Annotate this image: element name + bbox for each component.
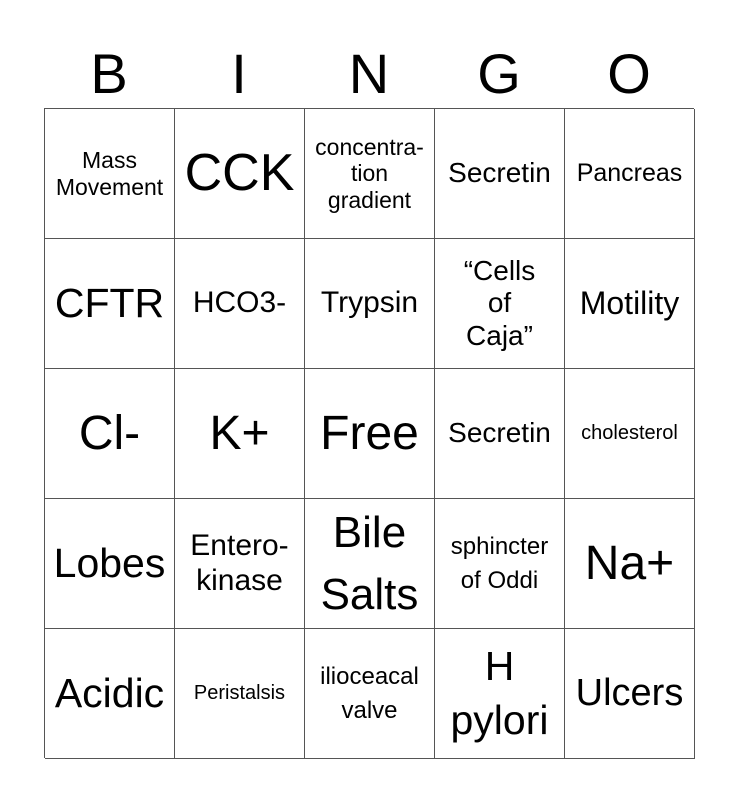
bingo-cell[interactable]: Lobes — [45, 499, 175, 629]
bingo-cell[interactable]: sphincter of Oddi — [435, 499, 565, 629]
bingo-cell[interactable]: Ulcers — [565, 629, 695, 759]
bingo-cell[interactable]: Acidic — [45, 629, 175, 759]
bingo-cell[interactable]: Secretin — [435, 109, 565, 239]
header-letter-o: O — [607, 42, 651, 105]
bingo-cell[interactable]: HCO3- — [175, 239, 305, 369]
bingo-cell[interactable]: Cl- — [45, 369, 175, 499]
bingo-cell[interactable]: Entero- kinase — [175, 499, 305, 629]
bingo-cell[interactable]: Mass Movement — [45, 109, 175, 239]
bingo-cell[interactable]: H pylori — [435, 629, 565, 759]
header-letter-i: I — [231, 42, 247, 105]
bingo-cell[interactable]: Secretin — [435, 369, 565, 499]
header-letter-b: B — [90, 42, 128, 105]
bingo-cell[interactable]: Na+ — [565, 499, 695, 629]
bingo-header — [44, 40, 694, 108]
bingo-cell[interactable]: CCK — [175, 109, 305, 239]
bingo-cell[interactable]: cholesterol — [565, 369, 695, 499]
bingo-cell[interactable]: Bile Salts — [305, 499, 435, 629]
bingo-cell[interactable]: Peristalsis — [175, 629, 305, 759]
bingo-cell[interactable]: ilioceacal valve — [305, 629, 435, 759]
bingo-cell[interactable]: “Cells of Caja” — [435, 239, 565, 369]
bingo-cell[interactable]: concentra- tion gradient — [305, 109, 435, 239]
bingo-cell[interactable]: Pancreas — [565, 109, 695, 239]
bingo-cell[interactable]: K+ — [175, 369, 305, 499]
bingo-cell[interactable]: Trypsin — [305, 239, 435, 369]
header-letter-g: G — [477, 42, 521, 105]
bingo-cell[interactable]: CFTR — [45, 239, 175, 369]
bingo-cell[interactable]: Motility — [565, 239, 695, 369]
header-letter-n: N — [348, 42, 390, 105]
bingo-cell[interactable]: Free — [305, 369, 435, 499]
bingo-board — [44, 108, 694, 758]
